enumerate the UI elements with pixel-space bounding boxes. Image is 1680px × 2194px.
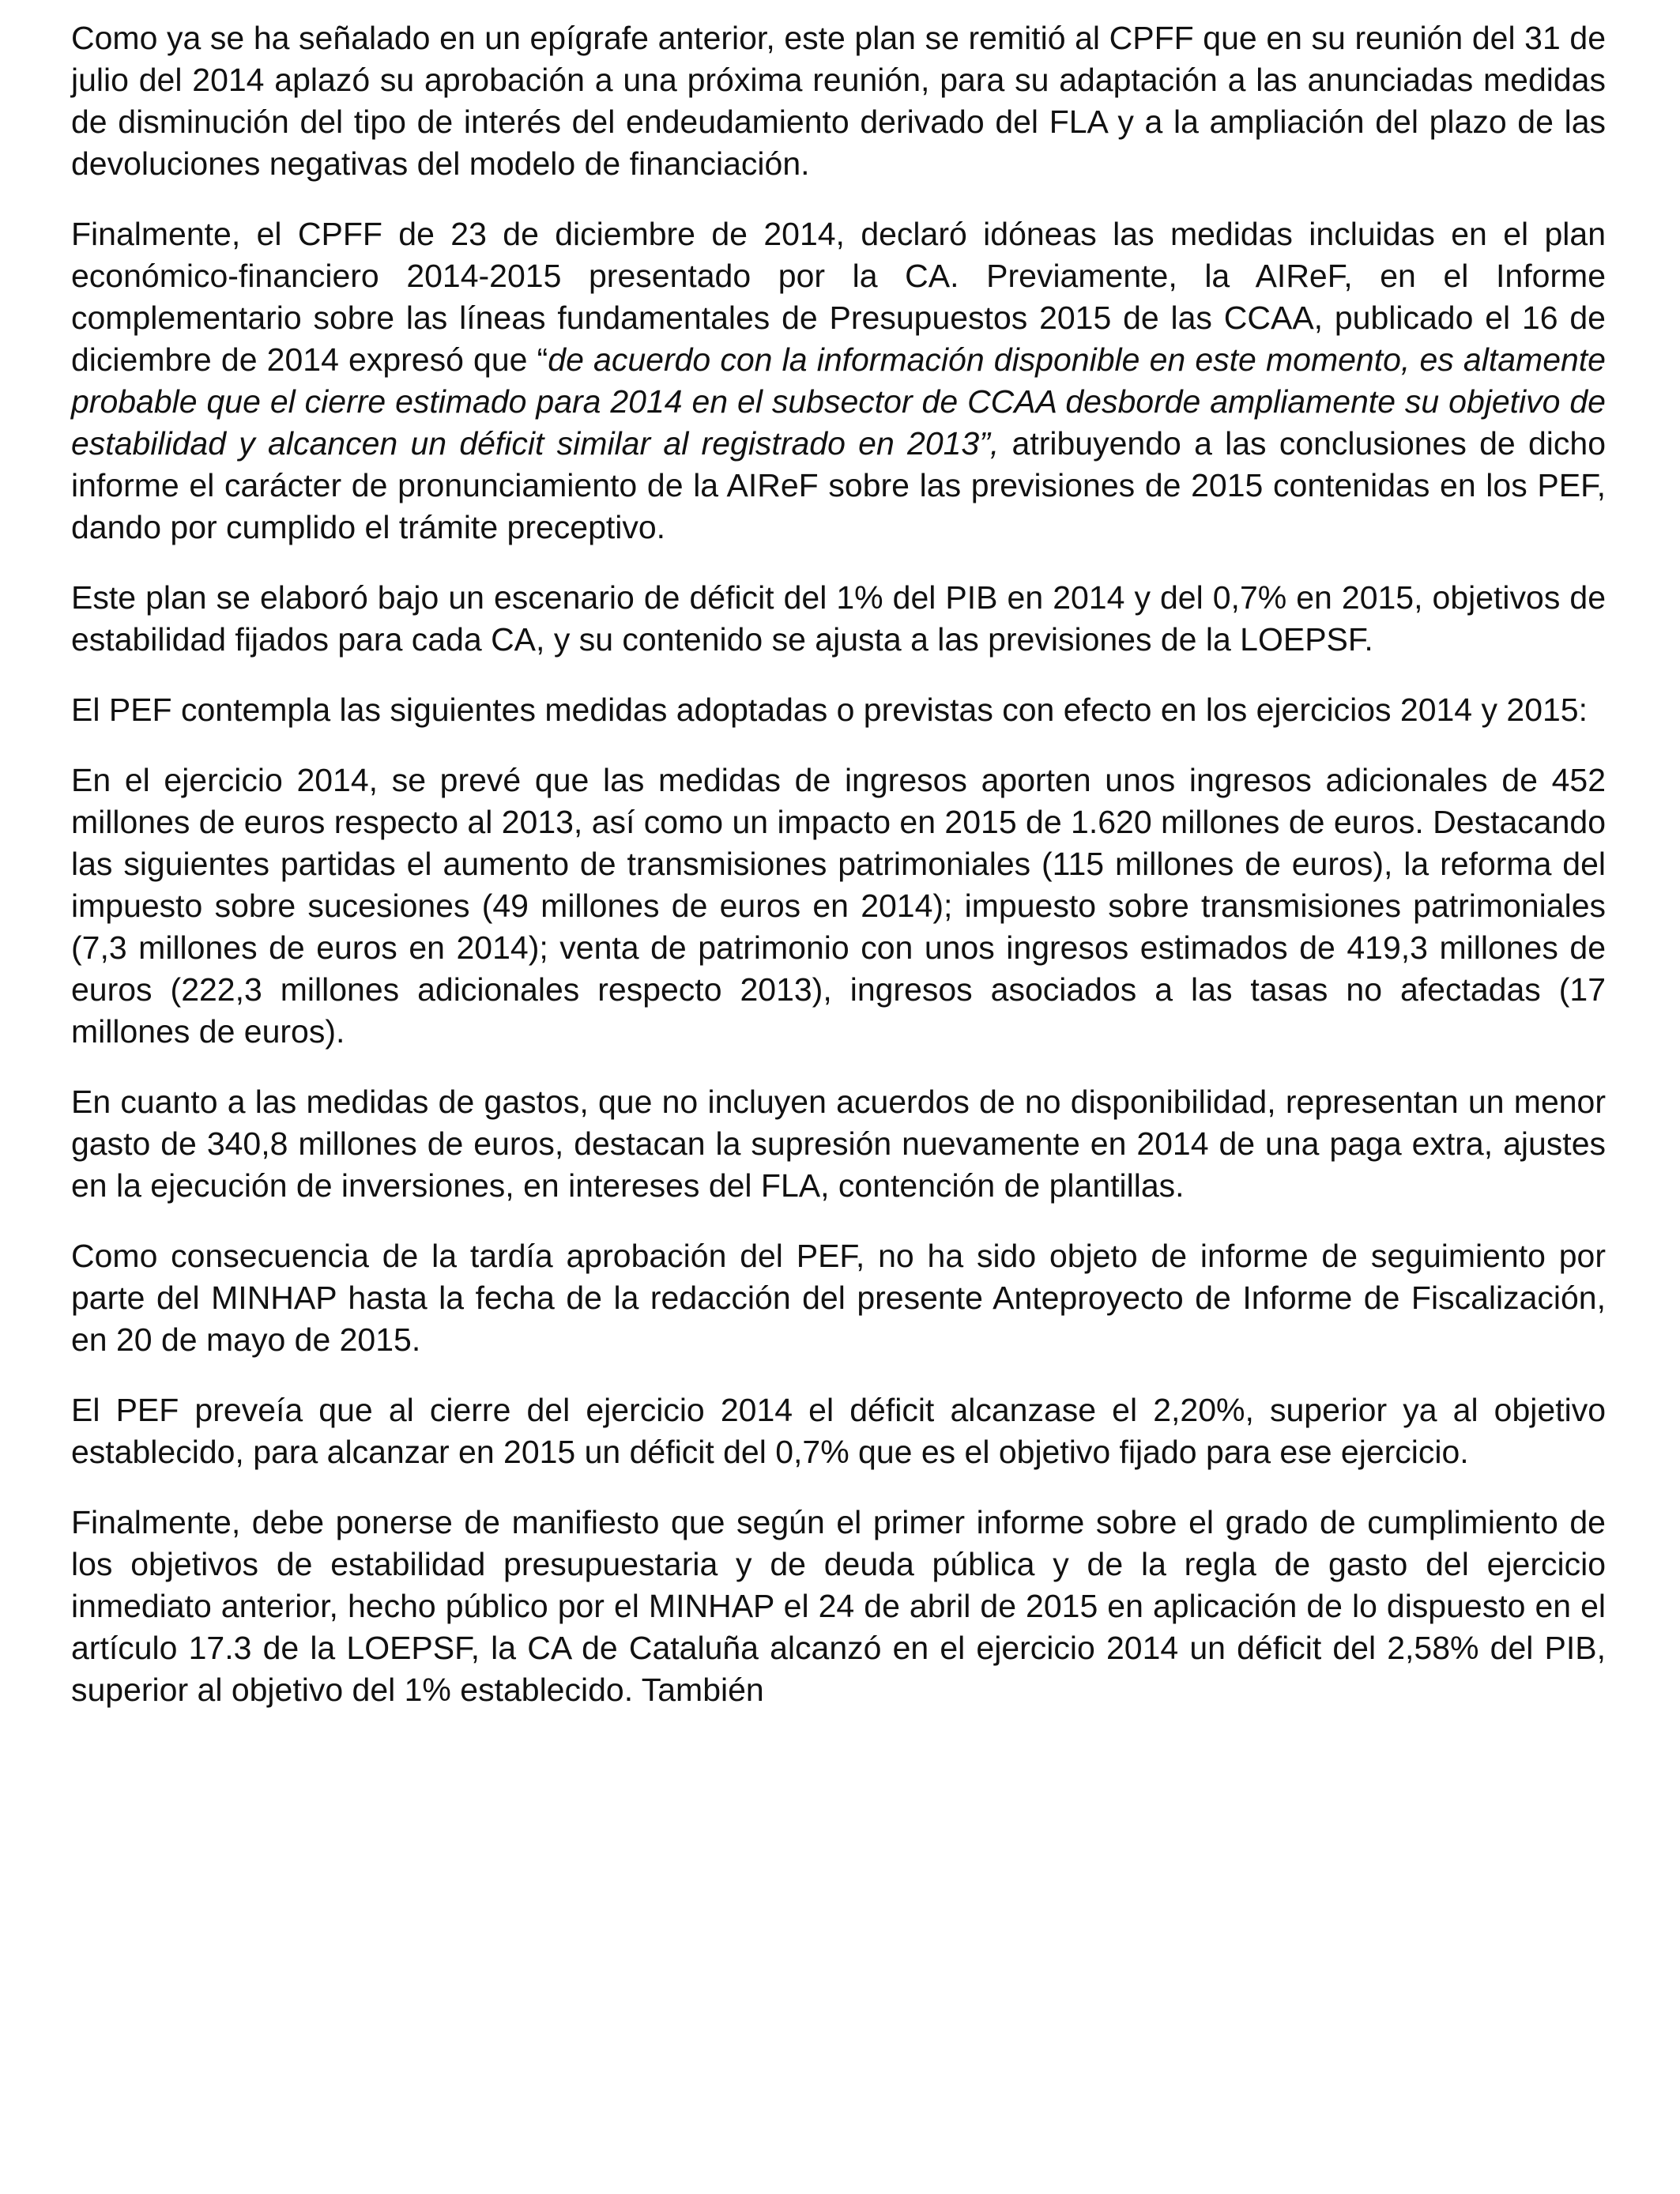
paragraph-medidas-gastos: En cuanto a las medidas de gastos, que no incluyen acuerdos de no disponibilidad, representan un menor gasto de 340,8 millones de euros, destacan la supresión nuevamente en 2014 de una paga extra, ajustes en la ejecución de inversiones, en intereses del FLA, contención de plantillas. [71, 1084, 1606, 1204]
airef-quote: de acuerdo con la información disponible en este momento, es altamente probable que el cierre estimado para 2014 en el subsector de CCAA desborde ampliamente su objetivo de estabilidad y alcancen un déficit similar al registrado en 2013”, [71, 341, 1606, 462]
paragraph-cpff-remision: Como ya se ha señalado en un epígrafe anterior, este plan se remitió al CPFF que en su reunión del 31 de julio del 2014 aplazó su aprobación a una próxima reunión, para su adaptación a las anunciadas medidas de disminución del tipo de interés del endeudamiento derivado del FLA y a la ampliación del plazo de las devoluciones negativas del modelo de financiación. [71, 20, 1606, 182]
paragraph-escenario-deficit: Este plan se elaboró bajo un escenario de déficit del 1% del PIB en 2014 y del 0,7% en 2015, objetivos de estabilidad fijados para cada CA, y su contenido se ajusta a las previsiones de la LOEPSF. [71, 579, 1606, 658]
paragraph-medidas-ingresos: En el ejercicio 2014, se prevé que las medidas de ingresos aporten unos ingresos adicionales de 452 millones de euros respecto al 2013, así como un impacto en 2015 de 1.620 millones de euros. Destacando las siguientes partidas el aumento de transmisiones patrimoniales (115 millones de euros), la reforma del impuesto sobre sucesiones (49 millones de euros en 2014); impuesto sobre transmisiones patrimoniales (7,3 millones de euros en 2014); venta de patrimonio con unos ingresos estimados de 419,3 millones de euros (222,3 millones adicionales respecto 2013), ingresos asociados a las tasas no afectadas (17 millones de euros). [71, 762, 1606, 1050]
paragraph-cpff-idoneas [71, 213, 1606, 548]
paragraph-text: Finalmente, el CPFF de 23 de diciembre de 2014, declaró idóneas las medidas incluidas en el plan económico-financiero 2014-2015 presentado por la CA. Previamente, la AIReF, en el Informe complementario sobre las líneas fundamentales de Presupuestos 2015 de las CCAA, publicado el 16 de diciembre de 2014 expresó que “ [71, 216, 1606, 378]
paragraph-seguimiento: Como consecuencia de la tardía aprobación del PEF, no ha sido objeto de informe de seguimiento por parte del MINHAP hasta la fecha de la redacción del presente Anteproyecto de Informe de Fiscalización, en 20 de mayo de 2015. [71, 1238, 1606, 1358]
paragraph-cumplimiento: Finalmente, debe ponerse de manifiesto que según el primer informe sobre el grado de cumplimiento de los objetivos de estabilidad presupuestaria y de deuda pública y de la regla de gasto del ejercicio inmediato anterior, hecho público por el MINHAP el 24 de abril de 2015 en aplicación de lo dispuesto en el artículo 17.3 de la LOEPSF, la CA de Cataluña alcanzó en el ejercicio 2014 un déficit del 2,58% del PIB, superior al objetivo del 1% establecido. También [71, 1504, 1606, 1708]
paragraph-text: atribuyendo a las conclusiones de dicho informe el carácter de pronunciamiento de la AIReF sobre las previsiones de 2015 contenidas en los PEF, dando por cumplido el trámite preceptivo. [71, 425, 1607, 545]
paragraph-medidas-intro: El PEF contempla las siguientes medidas adoptadas o previstas con efecto en los ejercicios 2014 y 2015: [71, 692, 1588, 728]
document-page [71, 17, 1606, 1711]
paragraph-prevision-cierre: El PEF preveía que al cierre del ejercicio 2014 el déficit alcanzase el 2,20%, superior ya al objetivo establecido, para alcanzar en 2015 un déficit del 0,7% que es el objetivo fijado para ese ejercicio. [71, 1392, 1606, 1470]
